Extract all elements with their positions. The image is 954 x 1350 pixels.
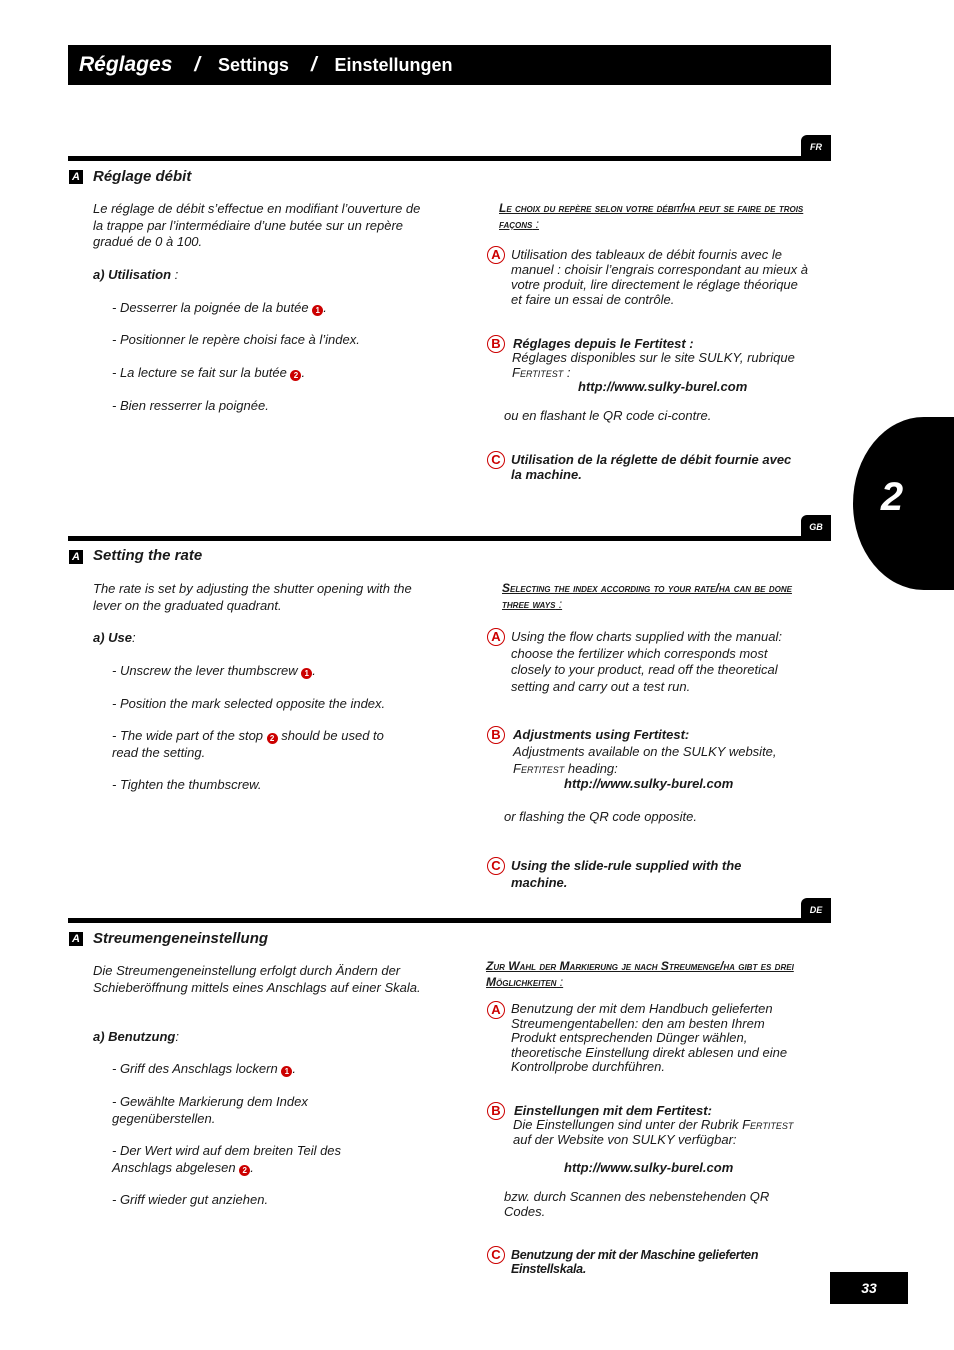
fr-option-a: Utilisation des tableaux de débit fournis avec le manuel : choisir l’engrais correspondant au mieux à votre produit, lire directement le réglage théorique et faire un essai de contrôle. xyxy=(511,247,808,307)
section-title-gb: Setting the rate xyxy=(93,547,203,564)
gb-step-3: - The wide part of the stop 2 should be used to read the setting. xyxy=(112,728,384,760)
option-c-icon: C xyxy=(487,857,505,875)
gb-option-b-title: Adjustments using Fertitest: xyxy=(513,727,690,742)
callout-1-icon: 1 xyxy=(312,305,323,316)
option-b-icon: B xyxy=(487,1102,505,1120)
fr-option-b-text: Réglages disponibles sur le site SULKY, rubrique Fertitest : xyxy=(512,350,795,380)
section-title-fr: Réglage débit xyxy=(93,168,192,185)
lang-tab-fr: FR xyxy=(801,135,831,159)
fr-step-1: - Desserrer la poignée de la butée 1 . xyxy=(112,300,327,315)
fr-choice-heading: Le choix du repère selon votre débit/ha peut se faire de trois façons : xyxy=(499,201,804,231)
callout-2-icon: 2 xyxy=(267,733,278,744)
gb-intro: The rate is set by adjusting the shutter opening with the lever on the graduated quadrant. xyxy=(93,581,412,613)
section-rule xyxy=(68,156,831,161)
section-marker: A xyxy=(69,550,83,564)
gb-url-link[interactable]: http://www.sulky-burel.com xyxy=(564,776,734,791)
section-rule xyxy=(68,918,831,923)
fr-intro: Le réglage de débit s’effectue en modifiant l’ouverture de la trappe par l’intermédiaire d’une butée sur un repère gradué de 0 à 100. xyxy=(93,201,421,249)
de-step-3: - Der Wert wird auf dem breiten Teil des Anschlags abgelesen 2 . xyxy=(112,1143,342,1175)
gb-step-2: - Position the mark selected opposite the index. xyxy=(112,696,386,711)
de-qr-text: bzw. durch Scannen des nebenstehenden QR Codes. xyxy=(504,1189,770,1219)
option-a-icon: A xyxy=(487,1001,505,1019)
section-rule xyxy=(68,536,831,541)
section-title-de: Streumengeneinstellung xyxy=(93,930,269,947)
de-step-2: - Gewählte Markierung dem Index gegenüberstellen. xyxy=(112,1094,308,1126)
fr-option-c: Utilisation de la réglette de débit fournie avec la machine. xyxy=(511,452,792,482)
option-b-icon: B xyxy=(487,335,505,353)
callout-1-icon: 1 xyxy=(301,668,312,679)
de-option-c: Benutzung der mit der Maschine gelieferten Einstellskala. xyxy=(511,1248,759,1276)
de-intro: Die Streumengeneinstellung erfolgt durch Ändern der Schieberöffnung mittels eines Anschlags auf einer Skala. xyxy=(93,963,421,995)
de-option-a: Benutzung der mit dem Handbuch gelieferten Streumengentabellen: den am besten Ihrem Produkt entsprechenden Dünger wählen, theoretische Einstellung direkt ablesen und eine Kontrollprobe durchführen. xyxy=(511,1001,788,1074)
fr-step-4: - Bien resserrer la poignée. xyxy=(112,398,269,413)
fr-url-link[interactable]: http://www.sulky-burel.com xyxy=(578,379,748,394)
header-separator: / xyxy=(194,53,200,76)
fr-option-b-title: Réglages depuis le Fertitest : xyxy=(513,336,694,351)
option-a-icon: A xyxy=(487,246,505,264)
fr-use-heading: a) Utilisation : xyxy=(93,267,179,282)
gb-choice-heading: Selecting the index according to your rate/ha can be done three ways : xyxy=(502,581,792,611)
header-title-de: Einstellungen xyxy=(334,54,453,75)
header-separator: / xyxy=(310,53,317,76)
option-c-icon: C xyxy=(487,451,505,469)
de-step-4: - Griff wieder gut anziehen. xyxy=(112,1192,269,1207)
de-step-1: - Griff des Anschlags lockern 1 . xyxy=(112,1061,296,1076)
lang-tab-de: DE xyxy=(801,898,831,922)
de-choice-heading: Zur Wahl der Markierung je nach Streumenge/ha gibt es drei Möglichkeiten : xyxy=(486,959,794,989)
fr-qr-text: ou en flashant le QR code ci-contre. xyxy=(504,408,712,423)
option-c-icon: C xyxy=(487,1246,505,1264)
fr-step-3: - La lecture se fait sur la butée 2 . xyxy=(112,365,306,380)
chapter-number: 2 xyxy=(880,475,904,519)
gb-option-a: Using the flow charts supplied with the manual: choose the fertilizer which corresponds most closely to your product, read off the theoretical setting and carry out a test run. xyxy=(511,629,782,694)
de-use-heading: a) Benutzung: xyxy=(93,1029,179,1044)
de-option-b-text: Die Einstellungen sind unter der Rubrik Fertitest auf der Website von SULKY verfügbar: xyxy=(513,1117,794,1147)
header-title-gb: Settings xyxy=(217,54,289,75)
fr-step-2: - Positionner le repère choisi face à l’index. xyxy=(112,332,360,347)
gb-step-4: - Tighten the thumbscrew. xyxy=(112,777,262,792)
callout-2-icon: 2 xyxy=(290,370,301,381)
page-header xyxy=(68,45,831,85)
section-marker: A xyxy=(69,932,83,946)
gb-use-heading: a) Use: xyxy=(93,630,136,645)
gb-option-b-text: Adjustments available on the SULKY website, Fertitest heading: xyxy=(513,744,777,776)
option-b-icon: B xyxy=(487,726,505,744)
callout-1-icon: 1 xyxy=(281,1066,292,1077)
lang-tab-gb: GB xyxy=(801,515,831,539)
header-title-fr: Réglages xyxy=(79,53,173,76)
gb-qr-text: or flashing the QR code opposite. xyxy=(504,809,697,824)
de-option-b-title: Einstellungen mit dem Fertitest: xyxy=(514,1103,712,1118)
callout-2-icon: 2 xyxy=(239,1165,250,1176)
option-a-icon: A xyxy=(487,628,505,646)
page-number: 33 xyxy=(830,1272,908,1304)
gb-option-c: Using the slide-rule supplied with the machine. xyxy=(511,858,742,890)
section-marker: A xyxy=(69,170,83,184)
de-url-link[interactable]: http://www.sulky-burel.com xyxy=(564,1160,734,1175)
gb-step-1: - Unscrew the lever thumbscrew 1 . xyxy=(112,663,316,678)
